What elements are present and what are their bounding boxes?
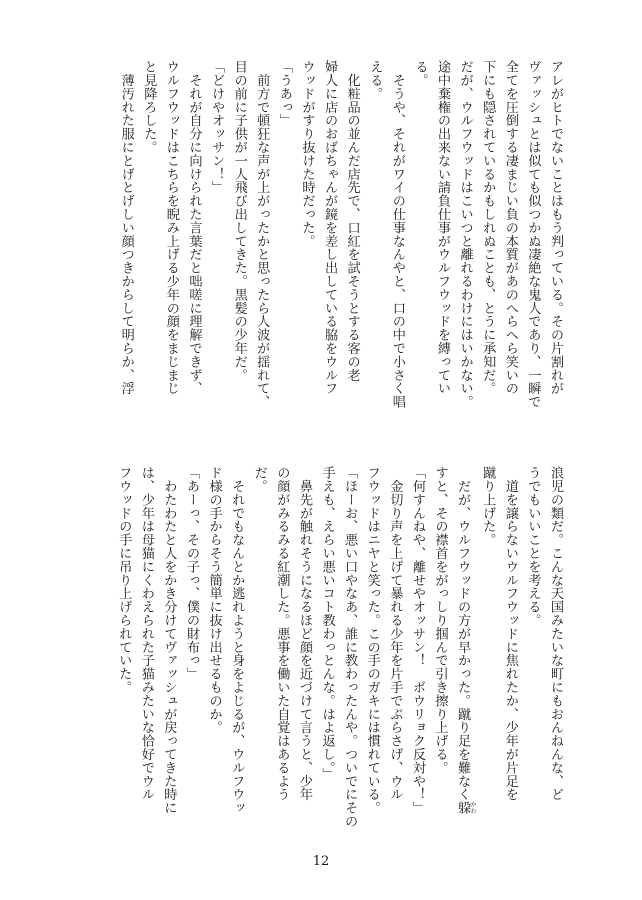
text-line: 途中棄権の出来ない請負仕事がウルフウッドを縛ってい xyxy=(435,60,451,395)
text-line: ド様の手からそう簡単に抜け出せるものか。 xyxy=(206,466,222,734)
text-line: 浪児の類だ。こんな天国みたいな町にもおんねんな、ど xyxy=(548,466,563,801)
text-line: フウッドはニヤと笑った。この手のガキには慣れている。 xyxy=(364,466,380,815)
text-line: の顔がみるみる紅潮した。悪事を働いた自覚はあるよう xyxy=(274,466,290,801)
text-line: そうや、それがワイの仕事なんやと、口の中で小さく唱 xyxy=(389,60,405,409)
ruby-reading: かわ xyxy=(469,801,477,815)
text-line: 目の前に子供が一人飛び出してきた。黒髪の少年だ。 xyxy=(231,60,247,382)
text-line: る。 xyxy=(412,60,428,87)
text-line: 化粧品の並んだ店先で、口紅を試そうとする客の老 xyxy=(344,60,360,382)
text-line: 「どけやオッサン！」 xyxy=(209,60,225,194)
text-line: 鼻先が触れそうになるほど顔を近づけて言うと、少年 xyxy=(296,466,312,801)
ruby-line xyxy=(451,466,476,846)
text-line: それでもなんとか逃れようと身をよじるが、ウルフウッ xyxy=(229,466,245,815)
text-line: 金切り声を上げて暴れる少年を片手でぶらさげ、ウル xyxy=(387,466,403,801)
text-line: 「あーっ、その子っ、僕の財布っ」 xyxy=(184,466,199,681)
ruby-word xyxy=(455,801,477,815)
text-line: だが、ウルフウッドはこいつと離れるわけにはいかない。 xyxy=(457,60,473,409)
text-line: ウルフウッドはこちらを睨み上げる少年の顔をまじまじ xyxy=(163,60,179,395)
text-line: 道を譲らないウルフウッドに焦れたか、少年が片足を xyxy=(502,466,518,801)
text-line: は、少年は母猫にくわえられた子猫みたいな恰好でウル xyxy=(138,466,154,801)
text-line: ヴァッシュとは似ても似つかぬ凄絶な鬼人であり、一瞬で xyxy=(525,60,541,409)
text-line: 蹴り上げた。 xyxy=(480,466,496,547)
text-line: 前方で頓狂な声が上がったかと思ったら人波が揺れて、 xyxy=(254,60,270,409)
text-line: 「うあっ」 xyxy=(276,60,292,127)
upper-text-block xyxy=(114,60,566,432)
lower-lines-before-ruby xyxy=(476,466,566,846)
text-line: わたわたと人をかき分けてヴァッシュが戻ってきた時に xyxy=(161,466,177,815)
ruby-line-text: だが、ウルフウッドの方が早かった。蹴り足を難なく xyxy=(455,466,471,801)
text-line: だ。 xyxy=(251,466,267,493)
text-line: と見降ろした。 xyxy=(141,60,157,154)
page-number: 12 xyxy=(312,854,330,869)
lower-text-block xyxy=(112,466,566,846)
text-line: すと、その襟首をがっしり掴んで引き擦り上げる。 xyxy=(432,466,448,775)
text-line: 全てを圧倒する凄まじい負の本質があのへらへら笑いの xyxy=(502,60,518,395)
text-line: 婦人に店のおばちゃんが鏡を差し出している脇をウルフ xyxy=(322,60,338,395)
text-line: アレがヒトでないことはもう判っている。その片割れが xyxy=(548,60,563,395)
text-line: フウッドの手に吊り上げられていた。 xyxy=(116,466,132,694)
lower-lines-after-ruby xyxy=(112,466,451,846)
text-line: 「何すんねや、離せやオッサン！ ボウリョク反対や！」 xyxy=(409,466,425,815)
text-line: 下にも隠されているかもしれぬことも、とうに承知だ。 xyxy=(480,60,496,395)
text-line: 「ほーお、悪い口やなあ、誰に教わったんや。ついでにその xyxy=(342,466,358,828)
text-line: える。 xyxy=(367,60,383,101)
text-line: 手えも、えらい悪いコト教わっとんな。はよ返し。」 xyxy=(319,466,335,781)
ruby-base: 躱 xyxy=(455,801,471,815)
text-line: ウッドがすり抜けた時だった。 xyxy=(299,60,315,248)
text-line: 薄汚れた服にとげとげしい顔つきからして明らか、浮 xyxy=(118,60,134,395)
text-line: うでもいいことを考える。 xyxy=(525,466,541,627)
text-line: それが自分に向けられた言葉だと咄嗟に理解できず、 xyxy=(186,60,202,395)
